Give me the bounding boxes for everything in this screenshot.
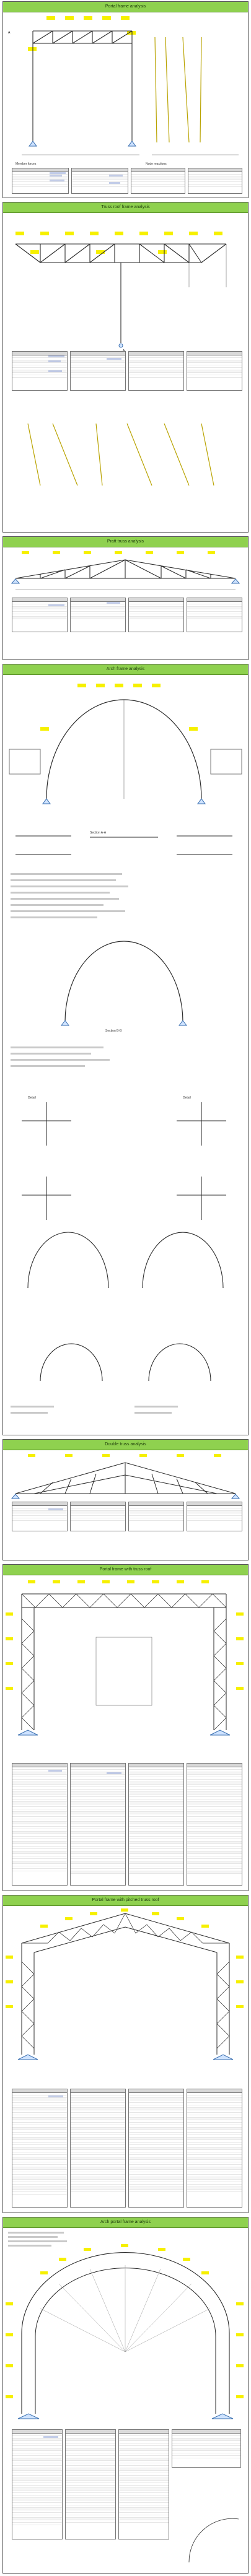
truss-members — [15, 1463, 236, 1494]
node-table — [128, 351, 184, 391]
panel-portal-frame — [2, 1, 249, 198]
frame-members — [22, 1594, 226, 1730]
truss-members — [15, 560, 236, 578]
outer-arch — [22, 2253, 229, 2414]
node-table — [187, 1502, 242, 1531]
member-table — [70, 1502, 126, 1531]
member-table — [12, 1502, 68, 1531]
node-table — [128, 1763, 184, 1886]
arch-diagram — [3, 675, 248, 1435]
supports — [12, 1494, 239, 1499]
member-table-label: Member forces — [15, 162, 37, 166]
truss-members — [15, 244, 226, 343]
member-table — [70, 2089, 126, 2208]
frame-members — [22, 1913, 229, 2055]
load-tags — [28, 1454, 221, 1457]
panel-arch-portal — [2, 2217, 249, 2574]
section-a-label: Section A-A — [90, 831, 107, 835]
supports — [29, 141, 136, 146]
node-table — [172, 2429, 241, 2468]
joint-details — [22, 1102, 226, 1220]
node-table — [187, 1763, 242, 1886]
diagram-curves — [155, 37, 201, 142]
dimension-lines — [189, 244, 226, 287]
arch-curve — [28, 1232, 108, 1288]
panel-title: Pratt truss analysis — [3, 537, 248, 547]
panel-double-truss — [2, 1439, 249, 1560]
member-table — [70, 351, 126, 391]
node-table — [188, 168, 242, 194]
supports — [18, 1730, 230, 1735]
member-table — [71, 168, 128, 194]
node-table — [131, 168, 185, 194]
member-table — [70, 598, 126, 632]
panel-title: Arch portal frame analysis — [3, 2217, 248, 2228]
node-table — [187, 598, 242, 632]
load-tags — [6, 2244, 244, 2398]
section-b-label: Section B-B — [105, 1029, 122, 1033]
panel-title: Portal frame with pitched truss roof — [3, 1895, 248, 1906]
member-table — [12, 1763, 68, 1886]
bracing — [22, 1594, 226, 1730]
supports — [119, 344, 123, 347]
load-tags — [28, 16, 136, 51]
panel-arch — [2, 664, 249, 1435]
text-lines — [11, 1046, 110, 1067]
node-table — [128, 598, 184, 632]
arch-curve — [65, 941, 183, 1022]
arch-curve — [40, 1344, 102, 1381]
load-tags — [22, 551, 215, 554]
panel-portal-truss — [2, 1564, 249, 1891]
node-table-label: Node reactions — [146, 162, 167, 166]
arch-curve — [143, 1232, 223, 1288]
member-table — [65, 2429, 116, 2539]
arch-curve — [149, 1344, 211, 1381]
member-table — [12, 598, 68, 632]
load-tags — [15, 232, 222, 254]
member-table — [12, 168, 69, 194]
supports — [12, 579, 239, 583]
support-label: A — [8, 31, 11, 35]
panel-title: Arch frame analysis — [3, 664, 248, 675]
panel-title: Double truss analysis — [3, 1440, 248, 1450]
panel-pratt-truss — [2, 536, 249, 660]
frame-members — [33, 31, 132, 142]
panel-title: Portal frame analysis — [3, 2, 248, 12]
radial-lines — [40, 2265, 210, 2352]
inner-arch — [35, 2268, 216, 2414]
node-table — [128, 1502, 184, 1531]
diagram-curves — [28, 424, 214, 485]
load-tags — [6, 1580, 244, 1690]
panel-title: Truss roof frame analysis — [3, 202, 248, 213]
supports — [18, 2055, 233, 2060]
member-table — [12, 2429, 63, 2539]
bracing — [22, 1913, 229, 2048]
portal-truss-diagram — [3, 1575, 248, 1761]
detail-label: Detail — [28, 1096, 36, 1100]
text-lines — [11, 873, 128, 918]
load-tags — [6, 1908, 244, 2008]
side-table — [211, 749, 242, 774]
section-details — [15, 836, 232, 855]
panel-pitched-portal — [2, 1895, 249, 2213]
member-table — [70, 1763, 126, 1886]
text-lines — [8, 2232, 67, 2247]
member-table — [12, 351, 68, 391]
side-table — [9, 749, 40, 774]
detail-arc — [189, 2518, 239, 2562]
node-table — [128, 2089, 184, 2208]
member-table — [12, 2089, 68, 2208]
inner-dimension — [96, 1637, 152, 1705]
node-table — [118, 2429, 169, 2539]
supports — [43, 799, 205, 804]
pitched-portal-diagram — [3, 1906, 248, 2086]
supports — [61, 1020, 187, 1025]
node-table — [187, 2089, 242, 2208]
panel-truss-roof — [2, 202, 249, 533]
supports — [18, 2414, 233, 2419]
text-lines — [11, 1406, 178, 1414]
node-table — [187, 351, 242, 391]
panel-title: Portal frame with truss roof — [3, 1565, 248, 1575]
detail-label: Detail — [183, 1096, 191, 1100]
